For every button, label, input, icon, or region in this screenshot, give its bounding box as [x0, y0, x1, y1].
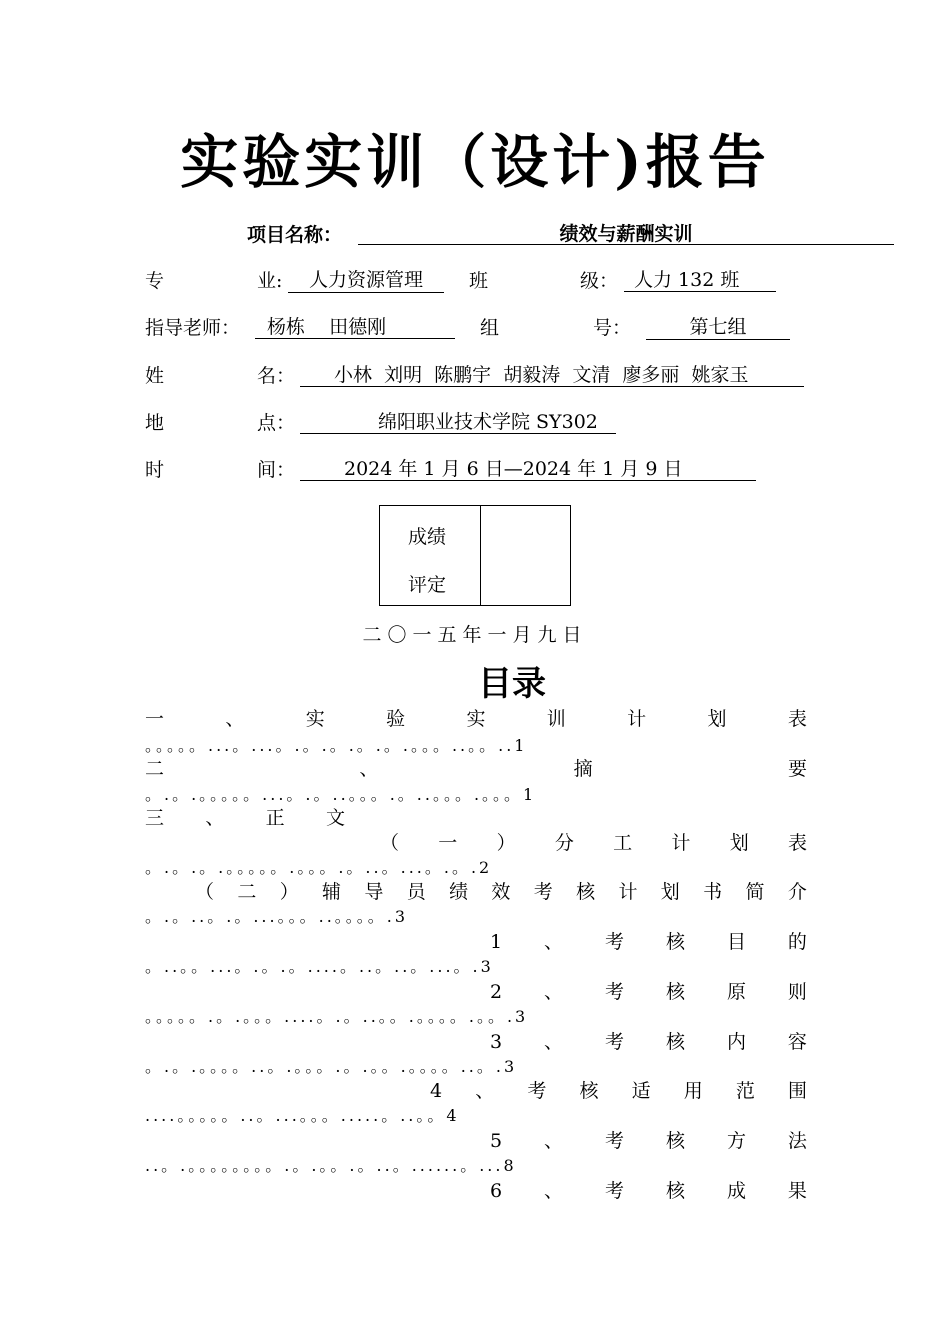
toc-char: 二 — [237, 881, 257, 903]
toc-char: 要 — [787, 758, 807, 780]
toc-char: 、 — [544, 1180, 564, 1202]
toc-entry-3 — [145, 805, 345, 831]
advisor-value: 杨栋 田德刚 — [255, 315, 455, 339]
toc-char: 计 — [627, 708, 647, 730]
toc-char: 方 — [726, 1130, 746, 1152]
class-label-b: 级： — [580, 270, 619, 292]
toc-entry-6 — [490, 929, 807, 955]
toc-char: 1 — [490, 931, 503, 953]
toc-entry-1 — [145, 706, 807, 732]
toc-char: 表 — [787, 832, 807, 854]
toc-char: 员 — [406, 881, 426, 903]
toc-char: 目 — [726, 931, 746, 953]
toc-char: 、 — [544, 1031, 564, 1053]
toc-char: 原 — [726, 981, 746, 1003]
toc-char: ） — [496, 832, 516, 854]
toc-entry-4 — [380, 830, 807, 856]
toc-char: ） — [279, 881, 299, 903]
toc-char: 适 — [631, 1080, 651, 1102]
toc-char: 则 — [787, 981, 807, 1003]
toc-entry-10-leader: ..。.。。。。。。。。.。.。。.。..。......。...8 — [145, 1156, 517, 1175]
time-label-a: 时 — [145, 459, 165, 481]
toc-char: 、 — [544, 1130, 564, 1152]
toc-entry-6-leader: 。..。。...。.。.。....。..。..。...。.3 — [145, 957, 494, 976]
toc-char: 成 — [726, 1180, 746, 1202]
toc-char: 用 — [683, 1080, 703, 1102]
grade-label-line2: 评定 — [408, 574, 447, 596]
group-label-a: 组 — [480, 317, 500, 339]
time-label-b: 间： — [257, 459, 296, 481]
toc-char: 法 — [787, 1130, 807, 1152]
toc-char: 实 — [466, 708, 486, 730]
toc-entry-9-leader: ....。。。。。..。...。。。.....。..。。4 — [145, 1106, 460, 1125]
group-value: 第七组 — [646, 315, 790, 340]
toc-char: 实 — [305, 708, 325, 730]
name-label-a: 姓 — [145, 365, 165, 387]
toc-char: 容 — [787, 1031, 807, 1053]
toc-char: 训 — [546, 708, 566, 730]
time-value: 2024 年 1 月 6 日—2024 年 1 月 9 日 — [300, 457, 756, 481]
toc-char: 范 — [735, 1080, 755, 1102]
toc-char: 核 — [576, 881, 596, 903]
toc-char: （ — [195, 881, 215, 903]
toc-char: 考 — [605, 931, 625, 953]
toc-char: （ — [380, 832, 400, 854]
major-label-b: 业: — [257, 270, 283, 292]
toc-entry-8-leader: 。.。.。。。。..。.。。。.。.。。.。。。。..。.3 — [145, 1057, 518, 1076]
toc-char: 计 — [671, 832, 691, 854]
toc-char: 6 — [490, 1180, 503, 1202]
toc-char: 绩 — [449, 881, 469, 903]
grade-box-divider — [480, 506, 481, 605]
toc-entry-7-leader: 。。。。。.。.。。。....。.。..。。.。。。。.。。.3 — [145, 1007, 529, 1026]
toc-char: 考 — [527, 1080, 547, 1102]
toc-entry-5-leader: 。.。..。.。...。。。..。。。。.3 — [145, 907, 409, 926]
toc-char: 3 — [490, 1031, 503, 1053]
toc-char: 一 — [145, 708, 165, 730]
toc-char: 简 — [745, 881, 765, 903]
toc-char: 表 — [787, 708, 807, 730]
advisor-label: 指导老师： — [145, 317, 241, 339]
toc-char: 效 — [491, 881, 511, 903]
place-label-a: 地 — [145, 412, 165, 434]
toc-char: 辅 — [322, 881, 342, 903]
toc-char: 考 — [605, 1130, 625, 1152]
toc-char: 、 — [544, 981, 564, 1003]
toc-char: 、 — [544, 931, 564, 953]
toc-entry-2-leader: 。.。.。。。。。...。.。..。。。.。..。。。.。。。1 — [145, 785, 537, 804]
toc-char: 考 — [605, 1031, 625, 1053]
toc-char: 考 — [605, 1180, 625, 1202]
toc-char: 围 — [787, 1080, 807, 1102]
toc-char: 2 — [490, 981, 503, 1003]
toc-char: 核 — [665, 1130, 685, 1152]
toc-entry-11 — [490, 1178, 807, 1204]
toc-char: 4 — [430, 1080, 443, 1102]
toc-entry-7 — [490, 979, 807, 1005]
toc-entry-5 — [195, 879, 807, 905]
place-label-b: 点： — [257, 412, 296, 434]
toc-char: 内 — [726, 1031, 746, 1053]
toc-char: 计 — [618, 881, 638, 903]
toc-char: 、 — [475, 1080, 495, 1102]
toc-char: 核 — [665, 931, 685, 953]
toc-char: 、 — [359, 758, 379, 780]
toc-char: 书 — [703, 881, 723, 903]
major-value: 人力资源管理 — [288, 268, 444, 293]
toc-char: 导 — [364, 881, 384, 903]
toc-char: 文 — [325, 807, 345, 829]
toc-entry-10 — [490, 1128, 807, 1154]
report-date: 二〇一五年一月九日 — [362, 624, 588, 646]
toc-entry-1-leader: 。。。。。...。...。.。.。.。.。.。。。..。。..1 — [145, 736, 528, 755]
toc-char: 考 — [605, 981, 625, 1003]
toc-char: 正 — [265, 807, 285, 829]
toc-char: 二 — [145, 758, 165, 780]
toc-char: 的 — [787, 931, 807, 953]
toc-title: 目录 — [478, 664, 546, 704]
toc-char: 核 — [579, 1080, 599, 1102]
place-value: 绵阳职业技术学院 SY302 — [300, 410, 616, 434]
toc-char: 果 — [787, 1180, 807, 1202]
class-label-a: 班 — [469, 270, 489, 292]
toc-char: 摘 — [573, 758, 593, 780]
toc-char: 、 — [205, 807, 225, 829]
toc-entry-2 — [145, 756, 807, 782]
toc-char: 工 — [613, 832, 633, 854]
toc-char: 验 — [386, 708, 406, 730]
toc-char: 、 — [225, 708, 245, 730]
class-value: 人力 132 班 — [624, 268, 776, 292]
grade-box — [379, 505, 571, 606]
toc-entry-4-leader: 。.。.。.。。。。。.。。。.。..。...。.。.2 — [145, 858, 493, 877]
name-label-b: 名： — [257, 365, 296, 387]
major-label-a: 专 — [145, 270, 165, 292]
toc-char: 核 — [665, 1180, 685, 1202]
toc-char: 划 — [660, 881, 680, 903]
toc-char: 核 — [665, 981, 685, 1003]
toc-char: 一 — [438, 832, 458, 854]
toc-entry-9 — [430, 1078, 807, 1104]
project-name-label: 项目名称： — [247, 224, 343, 246]
toc-char: 核 — [665, 1031, 685, 1053]
toc-char: 分 — [554, 832, 574, 854]
group-label-b: 号： — [593, 317, 632, 339]
toc-char: 5 — [490, 1130, 503, 1152]
members-value: 小林 刘明 陈鹏宇 胡毅涛 文清 廖多丽 姚家玉 — [300, 363, 804, 387]
project-name-value: 绩效与薪酬实训 — [358, 222, 894, 245]
report-title: 实验实训（设计)报告 — [180, 128, 770, 196]
toc-char: 介 — [787, 881, 807, 903]
grade-label-line1: 成绩 — [408, 526, 447, 548]
toc-char: 划 — [707, 708, 727, 730]
toc-char: 三 — [145, 807, 165, 829]
toc-char: 考 — [533, 881, 553, 903]
toc-entry-8 — [490, 1029, 807, 1055]
toc-char: 划 — [729, 832, 749, 854]
